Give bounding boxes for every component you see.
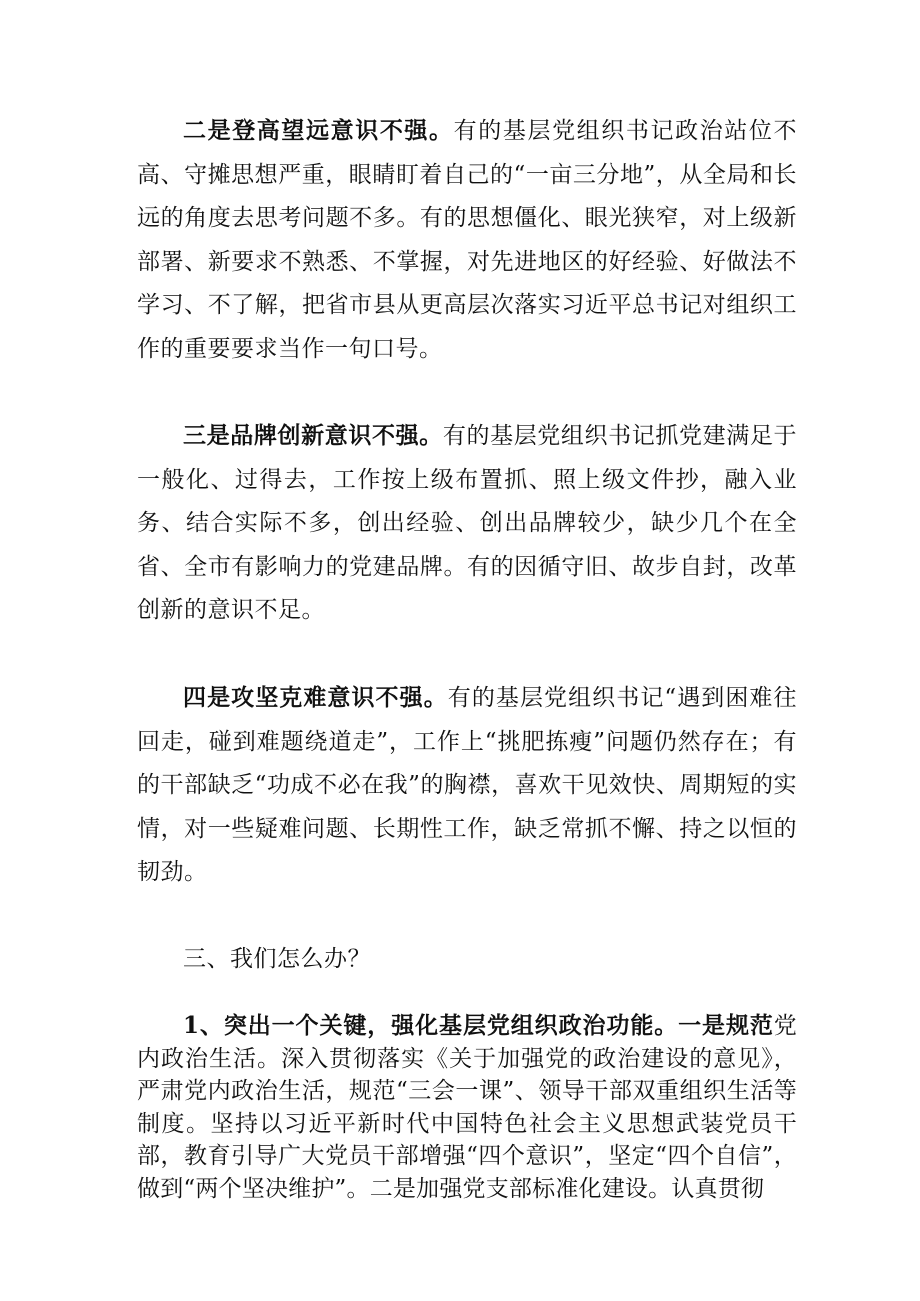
paragraph-body: 有的基层党组织书记“遇到困难往回走，碰到难题绕道走”，工作上“挑肥拣瘦”问题仍然存在；有的干部缺乏“功成不必在我”的胸襟，喜欢干见效快、周期短的实情，对一些疑难问题、长期性工作，缺乏常抓不懈、持之以恒的韧劲。: [137, 685, 797, 885]
paragraph-lead: 1、突出一个关键，强化基层党组织政治功能。一是规范: [183, 1012, 774, 1039]
paragraph-final: [137, 1010, 797, 1205]
paragraph-lead: 三是品牌创新意识不强。: [183, 422, 443, 449]
paragraph-body: 党内政治生活。深入贯彻落实《关于加强党的政治建设的意见》，严肃党内政治生活，规范“三会一课”、领导干部双重组织生活等制度。坚持以习近平新时代中国特色社会主义思想武装党员干部，教育引导广大党员干部增强“四个意识”，坚定“四个自信”，做到“两个坚决维护”。二是加强党支部标准化建设。认真贯彻: [137, 1013, 797, 1202]
paragraph-2: [137, 109, 797, 371]
paragraph-lead: 四是攻坚克难意识不强。: [183, 684, 448, 711]
paragraph-body: 有的基层党组织书记抓党建满足于一般化、过得去，工作按上级布置抓、照上级文件抄，融入业务、结合实际不多，创出经验、创出品牌较少，缺少几个在全省、全市有影响力的党建品牌。有的因循守旧、故步自封，改革创新的意识不足。: [137, 423, 798, 623]
section-heading: 三、我们怎么办？: [183, 946, 371, 972]
paragraph-body: 有的基层党组织书记政治站位不高、守摊思想严重，眼睛盯着自己的“一亩三分地”，从全局和长远的角度去思考问题不多。有的思想僵化、眼光狭窄，对上级新部署、新要求不熟悉、不掌握，对先进地区的好经验、好做法不学习、不了解，把省市县从更高层次落实习近平总书记对组织工作的重要要求当作一句口号。: [137, 118, 798, 362]
paragraph-4: [137, 676, 797, 895]
paragraph-lead: 二是登高望远意识不强。: [183, 117, 454, 144]
paragraph-3: [137, 414, 797, 633]
